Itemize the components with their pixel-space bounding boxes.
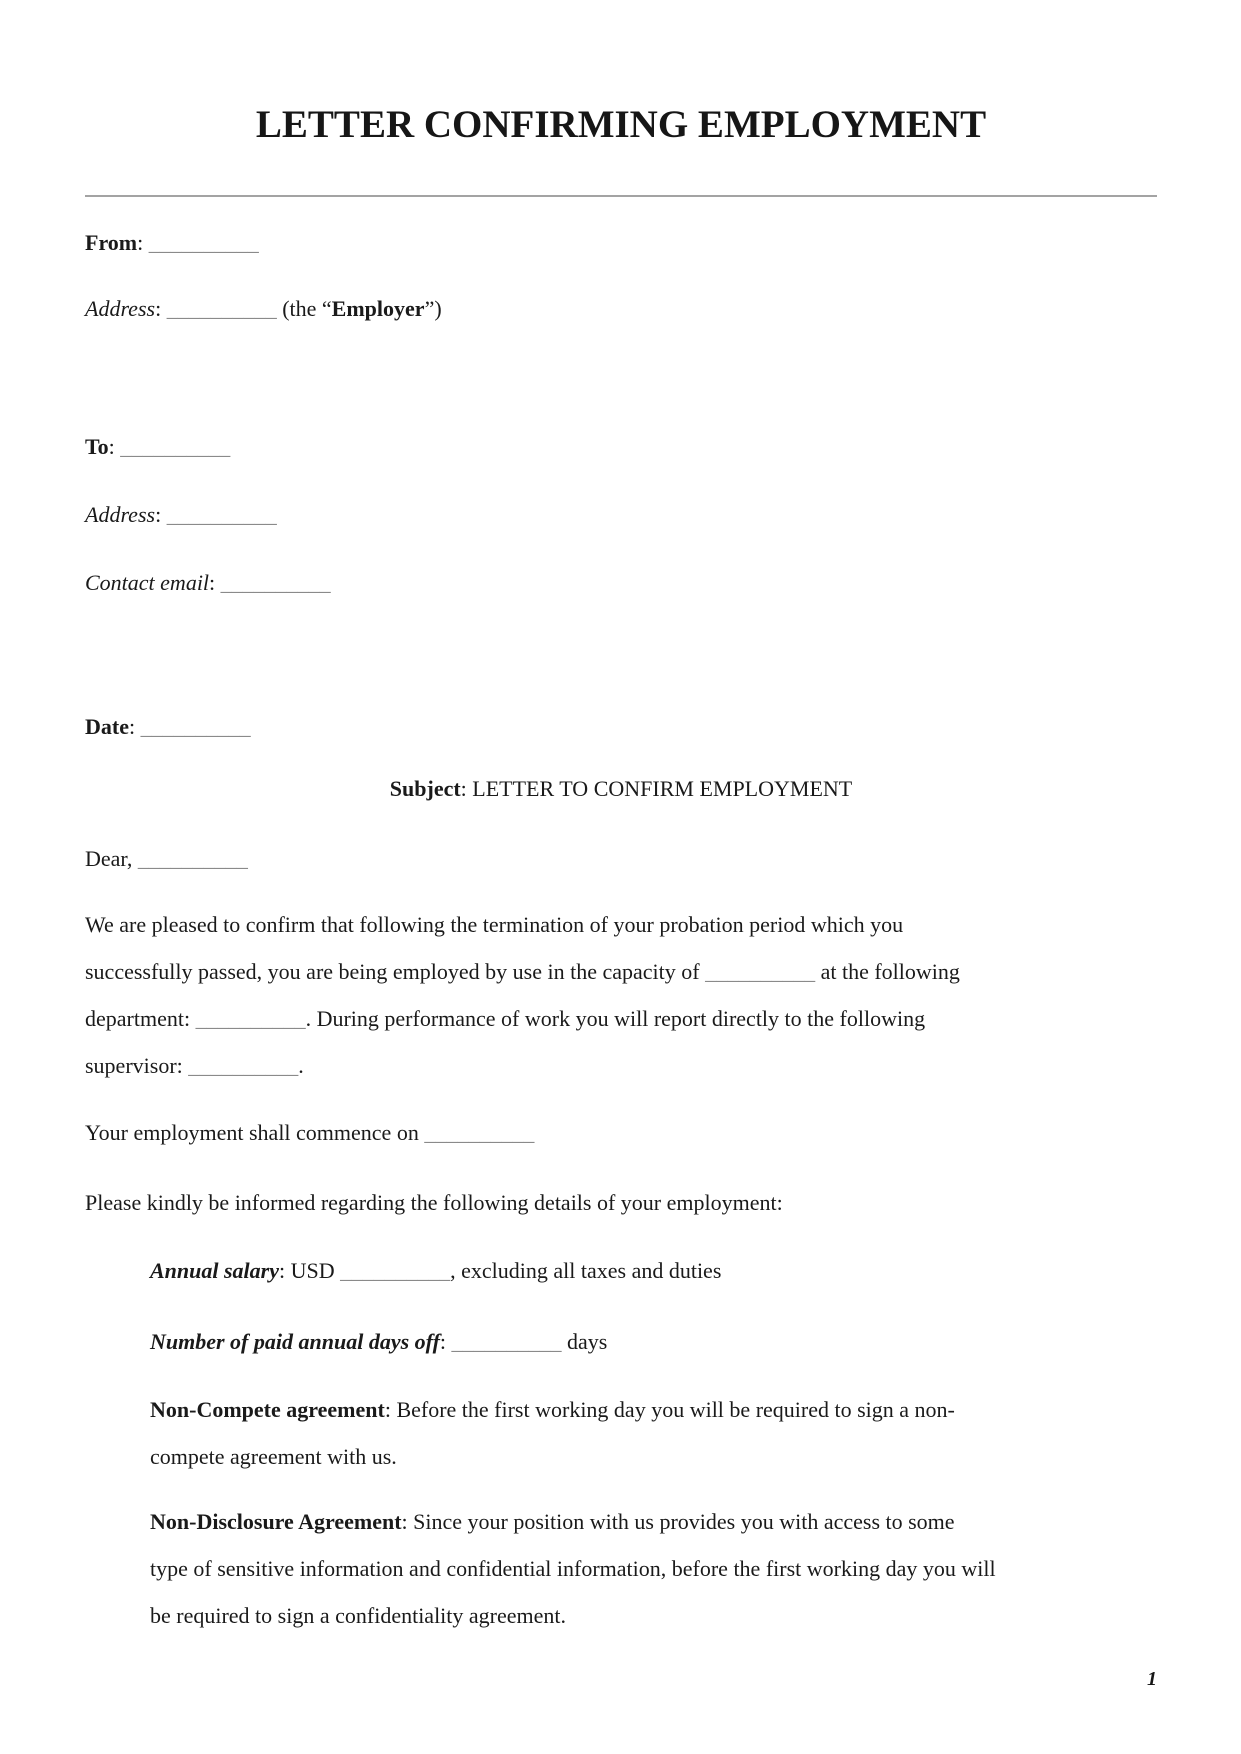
employer-address-line <box>85 285 1157 332</box>
recipient-address-separator: : <box>155 502 167 527</box>
capacity-text-end: at the following <box>815 959 960 984</box>
date-line <box>85 703 1157 750</box>
non-compete-line-2: compete agreement with us. <box>150 1444 397 1469</box>
employer-address-separator: : <box>155 296 167 321</box>
confirmation-paragraph-line-4 <box>85 1042 1157 1089</box>
non-disclosure-text-1: Since your position with us provides you with access to some <box>413 1509 955 1534</box>
department-text: department: <box>85 1006 196 1031</box>
department-text-end: . During performance of work you will report directly to the following <box>305 1006 926 1031</box>
days-off-label: Number of paid annual days off <box>150 1329 440 1354</box>
non-compete-line-1 <box>150 1386 1157 1433</box>
from-blank-field: __________ <box>148 230 259 255</box>
subject-line <box>85 765 1157 812</box>
non-compete-paragraph <box>85 1386 1157 1480</box>
non-compete-separator: : <box>384 1397 397 1422</box>
annual-salary-blank-field: __________ <box>340 1258 451 1283</box>
salutation-blank-field: __________ <box>137 846 248 871</box>
non-disclosure-separator: : <box>401 1509 414 1534</box>
contact-email-label: Contact email <box>85 570 210 595</box>
non-disclosure-label: Non-Disclosure Agreement <box>150 1509 402 1534</box>
document-title: LETTER CONFIRMING EMPLOYMENT <box>255 103 987 146</box>
supervisor-text: supervisor: <box>85 1053 189 1078</box>
employer-term: Employer <box>331 296 425 321</box>
non-disclosure-line-3: be required to sign a confidentiality agreement. <box>150 1603 567 1628</box>
from-line <box>85 219 1157 266</box>
to-separator: : <box>108 434 121 459</box>
date-label: Date <box>85 714 129 739</box>
days-off-line <box>85 1318 1157 1365</box>
annual-salary-label: Annual salary <box>150 1258 279 1283</box>
non-disclosure-line-1 <box>150 1498 1157 1545</box>
horizontal-divider <box>85 195 1157 197</box>
from-separator: : <box>137 230 149 255</box>
non-disclosure-line-2: type of sensitive information and confidential information, before the first working day you will <box>150 1556 996 1581</box>
department-blank-field: __________ <box>195 1006 306 1031</box>
confirmation-paragraph-line-1: We are pleased to confirm that following the termination of your probation period which you <box>85 912 904 937</box>
annual-salary-line <box>85 1247 1157 1294</box>
from-label: From <box>85 230 138 255</box>
date-blank-field: __________ <box>140 714 251 739</box>
subject-text: LETTER TO CONFIRM EMPLOYMENT <box>472 776 853 801</box>
page-number: 1 <box>1147 1668 1157 1690</box>
employer-term-suffix: ”) <box>424 296 442 321</box>
date-separator: : <box>128 714 141 739</box>
details-intro-line: Please kindly be informed regarding the following details of your employment: <box>85 1190 783 1215</box>
capacity-text: successfully passed, you are being employed by use in the capacity of <box>85 959 706 984</box>
salutation-line <box>85 835 1157 882</box>
contact-email-blank-field: __________ <box>220 570 331 595</box>
days-off-separator: : <box>439 1329 452 1354</box>
days-off-blank-field: __________ <box>451 1329 562 1354</box>
contact-email-line <box>85 559 1157 606</box>
annual-salary-text-end: , excluding all taxes and duties <box>450 1258 722 1283</box>
recipient-address-blank-field: __________ <box>166 502 277 527</box>
contact-email-separator: : <box>209 570 221 595</box>
recipient-address-label: Address <box>85 502 156 527</box>
confirmation-paragraph-line-3 <box>85 995 1157 1042</box>
supervisor-text-end: . <box>298 1053 304 1078</box>
salutation-text: Dear, <box>85 846 138 871</box>
employer-term-prefix: (the “ <box>276 296 332 321</box>
supervisor-blank-field: __________ <box>188 1053 299 1078</box>
subject-label: Subject <box>389 776 461 801</box>
commencement-blank-field: __________ <box>424 1120 535 1145</box>
recipient-address-line <box>85 491 1157 538</box>
employer-address-blank-field: __________ <box>166 296 277 321</box>
subject-separator: : <box>460 776 473 801</box>
annual-salary-separator: : USD <box>279 1258 341 1283</box>
to-label: To <box>85 434 109 459</box>
confirmation-paragraph-line-2 <box>85 948 1157 995</box>
capacity-blank-field: __________ <box>705 959 816 984</box>
to-blank-field: __________ <box>120 434 231 459</box>
non-compete-text-1: Before the first working day you will be required to sign a non- <box>396 1397 955 1422</box>
employer-address-label: Address <box>85 296 156 321</box>
to-line <box>85 423 1157 470</box>
commencement-line <box>85 1109 1157 1156</box>
non-compete-label: Non-Compete agreement <box>150 1397 385 1422</box>
commencement-text: Your employment shall commence on <box>85 1120 425 1145</box>
confirmation-paragraph <box>85 901 1157 1089</box>
non-disclosure-paragraph <box>85 1498 1157 1639</box>
days-off-text-end: days <box>561 1329 608 1354</box>
